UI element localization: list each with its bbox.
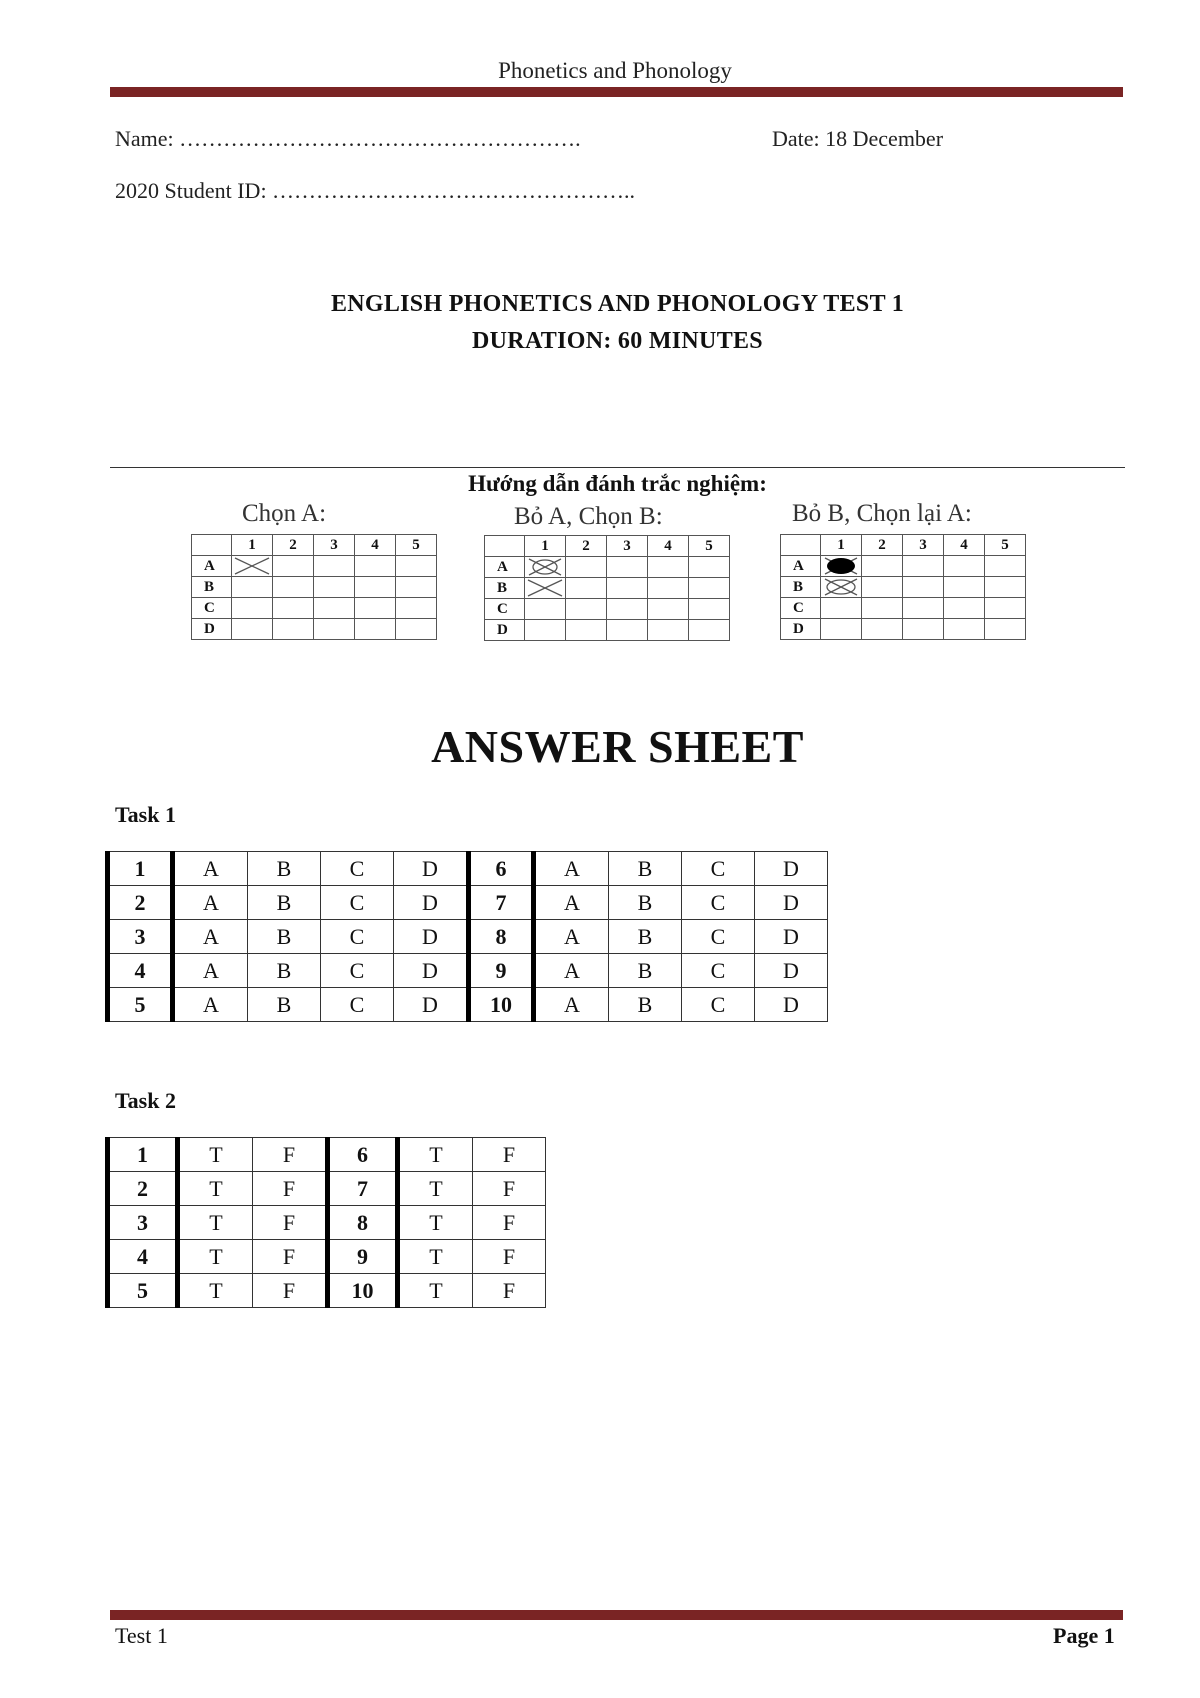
option-b[interactable]: B	[609, 954, 682, 988]
footer-divider	[110, 1610, 1123, 1620]
option-false[interactable]: F	[473, 1274, 546, 1308]
question-number: 8	[328, 1206, 398, 1240]
task1-label: Task 1	[115, 802, 176, 827]
grid-cell	[355, 598, 396, 619]
grid-cell	[314, 556, 355, 577]
question-number: 5	[108, 988, 173, 1022]
grid-cell	[944, 577, 985, 598]
grid-cell	[689, 620, 730, 641]
guide-grid-2	[484, 535, 730, 641]
option-a[interactable]: A	[173, 886, 248, 920]
grid-cell	[985, 598, 1026, 619]
grid-cell	[525, 599, 566, 620]
date-line: Date: 18 December	[772, 126, 944, 151]
option-c[interactable]: C	[682, 954, 755, 988]
option-b[interactable]: B	[248, 988, 321, 1022]
grid-col-header: 3	[314, 535, 355, 556]
question-number: 9	[469, 954, 534, 988]
grid-col-header: 3	[903, 535, 944, 556]
grid-cell-marked	[525, 578, 566, 599]
grid-cell	[232, 598, 273, 619]
grid-row-header: D	[781, 619, 821, 640]
option-false[interactable]: F	[253, 1206, 328, 1240]
grid-cell	[355, 577, 396, 598]
grid-cell	[648, 599, 689, 620]
grid-cell	[903, 556, 944, 577]
table-row	[108, 1138, 546, 1172]
grid-cell	[566, 557, 607, 578]
grid-col-header: 1	[525, 536, 566, 557]
grid-cell	[566, 578, 607, 599]
grid-cell	[566, 620, 607, 641]
grid-col-header: 2	[566, 536, 607, 557]
grid-corner	[781, 535, 821, 556]
option-true[interactable]: T	[178, 1206, 253, 1240]
grid-cell	[862, 598, 903, 619]
option-a[interactable]: A	[534, 988, 609, 1022]
grid-cell	[314, 619, 355, 640]
grid-cell-cancelled	[821, 577, 862, 598]
option-b[interactable]: B	[248, 886, 321, 920]
grid-corner	[485, 536, 525, 557]
grid-cell	[821, 598, 862, 619]
option-a[interactable]: A	[173, 988, 248, 1022]
option-c[interactable]: C	[682, 852, 755, 886]
header-divider	[110, 87, 1123, 97]
option-a[interactable]: A	[173, 954, 248, 988]
grid-cell	[314, 598, 355, 619]
grid-cell	[985, 619, 1026, 640]
test-title: ENGLISH PHONETICS AND PHONOLOGY TEST 1	[330, 291, 905, 317]
table-row	[108, 1206, 546, 1240]
option-b[interactable]: B	[248, 920, 321, 954]
table-row	[108, 852, 828, 886]
test-duration: DURATION: 60 MINUTES	[472, 328, 763, 354]
grid-col-header: 3	[607, 536, 648, 557]
table-row	[108, 1240, 546, 1274]
cross-mark-icon	[232, 556, 272, 576]
grid-cell-cancelled	[525, 557, 566, 578]
grid-row-header: A	[781, 556, 821, 577]
grid-row-header: C	[485, 599, 525, 620]
grid-cell	[273, 598, 314, 619]
grid-cell	[566, 599, 607, 620]
grid-row-header: C	[192, 598, 232, 619]
task2-answer-table	[105, 1137, 546, 1308]
option-b[interactable]: B	[248, 852, 321, 886]
option-a[interactable]: A	[173, 920, 248, 954]
guide-panel-1-label: Chọn A:	[242, 500, 327, 527]
option-d[interactable]: D	[755, 954, 828, 988]
grid-cell-filled	[821, 556, 862, 577]
option-d[interactable]: D	[394, 852, 469, 886]
circled-cross-icon	[525, 557, 565, 577]
grid-cell	[607, 599, 648, 620]
circled-cross-icon	[821, 577, 861, 597]
grid-col-header: 4	[944, 535, 985, 556]
test-title-block	[0, 286, 1200, 360]
option-c[interactable]: C	[682, 886, 755, 920]
option-c[interactable]: C	[321, 852, 394, 886]
grid-row-header: B	[192, 577, 232, 598]
option-d[interactable]: D	[755, 920, 828, 954]
question-number: 1	[108, 852, 173, 886]
grid-cell	[689, 599, 730, 620]
grid-col-header: 2	[862, 535, 903, 556]
option-false[interactable]: F	[253, 1172, 328, 1206]
question-number: 7	[328, 1172, 398, 1206]
task2-label: Task 2	[115, 1088, 176, 1113]
filled-bubble-icon	[821, 556, 861, 576]
grid-cell	[525, 620, 566, 641]
option-a[interactable]: A	[534, 954, 609, 988]
grid-col-header: 5	[985, 535, 1026, 556]
option-false[interactable]: F	[253, 1274, 328, 1308]
option-a[interactable]: A	[173, 852, 248, 886]
grid-cell	[607, 557, 648, 578]
grid-cell	[355, 619, 396, 640]
question-number: 4	[108, 954, 173, 988]
guide-grid-3	[780, 534, 1026, 640]
grid-cell	[396, 556, 437, 577]
option-true[interactable]: T	[398, 1206, 473, 1240]
option-d[interactable]: D	[394, 988, 469, 1022]
grid-row-header: D	[192, 619, 232, 640]
option-true[interactable]: T	[398, 1172, 473, 1206]
grid-row-header: A	[192, 556, 232, 577]
option-c[interactable]: C	[321, 954, 394, 988]
question-number: 8	[469, 920, 534, 954]
grid-cell	[396, 577, 437, 598]
grid-cell	[396, 619, 437, 640]
option-c[interactable]: C	[682, 988, 755, 1022]
grid-cell	[314, 577, 355, 598]
student-id-line: 2020 Student ID: …………………………………………..	[115, 178, 636, 203]
question-number: 5	[108, 1274, 178, 1308]
grid-cell	[273, 619, 314, 640]
grid-cell-marked	[232, 556, 273, 577]
grid-cell	[985, 577, 1026, 598]
option-d[interactable]: D	[394, 886, 469, 920]
grid-corner	[192, 535, 232, 556]
question-number: 2	[108, 886, 173, 920]
grid-cell	[355, 556, 396, 577]
grid-row-header: B	[485, 578, 525, 599]
option-d[interactable]: D	[394, 920, 469, 954]
grid-row-header: A	[485, 557, 525, 578]
guide-grid-1	[191, 534, 437, 640]
grid-cell	[273, 556, 314, 577]
option-false[interactable]: F	[473, 1172, 546, 1206]
grid-cell	[689, 557, 730, 578]
grid-cell	[903, 577, 944, 598]
option-true[interactable]: T	[178, 1274, 253, 1308]
option-c[interactable]: C	[682, 920, 755, 954]
table-row	[108, 886, 828, 920]
option-a[interactable]: A	[534, 852, 609, 886]
option-true[interactable]: T	[178, 1138, 253, 1172]
option-c[interactable]: C	[321, 988, 394, 1022]
option-true[interactable]: T	[398, 1138, 473, 1172]
option-d[interactable]: D	[755, 886, 828, 920]
section-rule	[110, 467, 1125, 468]
option-false[interactable]: F	[253, 1138, 328, 1172]
option-c[interactable]: C	[321, 886, 394, 920]
guide-title: Hướng dẫn đánh trắc nghiệm:	[468, 471, 767, 496]
option-a[interactable]: A	[534, 886, 609, 920]
grid-cell	[607, 578, 648, 599]
grid-cell	[903, 619, 944, 640]
grid-cell	[985, 556, 1026, 577]
grid-col-header: 5	[689, 536, 730, 557]
guide-panel-3-label: Bỏ B, Chọn lại A:	[792, 500, 972, 527]
cross-mark-icon	[525, 578, 565, 598]
option-a[interactable]: A	[534, 920, 609, 954]
grid-col-header: 4	[648, 536, 689, 557]
grid-cell	[232, 619, 273, 640]
question-number: 2	[108, 1172, 178, 1206]
question-number: 10	[328, 1274, 398, 1308]
question-number: 10	[469, 988, 534, 1022]
question-number: 6	[328, 1138, 398, 1172]
grid-col-header: 1	[232, 535, 273, 556]
option-true[interactable]: T	[398, 1240, 473, 1274]
grid-row-header: D	[485, 620, 525, 641]
option-true[interactable]: T	[178, 1172, 253, 1206]
grid-cell	[862, 577, 903, 598]
grid-cell	[689, 578, 730, 599]
grid-cell	[944, 619, 985, 640]
question-number: 9	[328, 1240, 398, 1274]
grid-cell	[944, 598, 985, 619]
grid-cell	[821, 619, 862, 640]
option-d[interactable]: D	[755, 988, 828, 1022]
option-true[interactable]: T	[398, 1274, 473, 1308]
option-b[interactable]: B	[609, 852, 682, 886]
grid-cell	[903, 598, 944, 619]
table-row	[108, 988, 828, 1022]
grid-cell	[273, 577, 314, 598]
guide-panel-2-label: Bỏ A, Chọn B:	[514, 503, 663, 530]
footer-test-label: Test 1	[115, 1623, 168, 1648]
grid-cell	[232, 577, 273, 598]
option-d[interactable]: D	[394, 954, 469, 988]
grid-col-header: 4	[355, 535, 396, 556]
grid-col-header: 5	[396, 535, 437, 556]
page-header-title: Phonetics and Phonology	[498, 58, 732, 83]
name-field-line: Name: ……………………………………………….	[115, 126, 581, 151]
question-number: 6	[469, 852, 534, 886]
table-row	[108, 1274, 546, 1308]
grid-cell	[944, 556, 985, 577]
option-false[interactable]: F	[473, 1138, 546, 1172]
option-false[interactable]: F	[473, 1240, 546, 1274]
table-row	[108, 1172, 546, 1206]
question-number: 4	[108, 1240, 178, 1274]
grid-col-header: 2	[273, 535, 314, 556]
task1-answer-table	[105, 851, 828, 1022]
option-b[interactable]: B	[609, 920, 682, 954]
table-row	[108, 954, 828, 988]
grid-cell	[648, 620, 689, 641]
grid-cell	[648, 557, 689, 578]
grid-col-header: 1	[821, 535, 862, 556]
question-number: 1	[108, 1138, 178, 1172]
option-b[interactable]: B	[248, 954, 321, 988]
table-row	[108, 920, 828, 954]
option-d[interactable]: D	[755, 852, 828, 886]
question-number: 3	[108, 1206, 178, 1240]
option-false[interactable]: F	[253, 1240, 328, 1274]
question-number: 3	[108, 920, 173, 954]
option-b[interactable]: B	[609, 886, 682, 920]
grid-cell	[862, 556, 903, 577]
grid-cell	[648, 578, 689, 599]
answer-sheet-title: ANSWER SHEET	[431, 721, 804, 772]
option-true[interactable]: T	[178, 1240, 253, 1274]
option-b[interactable]: B	[609, 988, 682, 1022]
grid-cell	[607, 620, 648, 641]
grid-row-header: B	[781, 577, 821, 598]
option-false[interactable]: F	[473, 1206, 546, 1240]
footer-page-number: Page 1	[1053, 1623, 1115, 1648]
grid-cell	[862, 619, 903, 640]
grid-row-header: C	[781, 598, 821, 619]
grid-cell	[396, 598, 437, 619]
option-c[interactable]: C	[321, 920, 394, 954]
question-number: 7	[469, 886, 534, 920]
